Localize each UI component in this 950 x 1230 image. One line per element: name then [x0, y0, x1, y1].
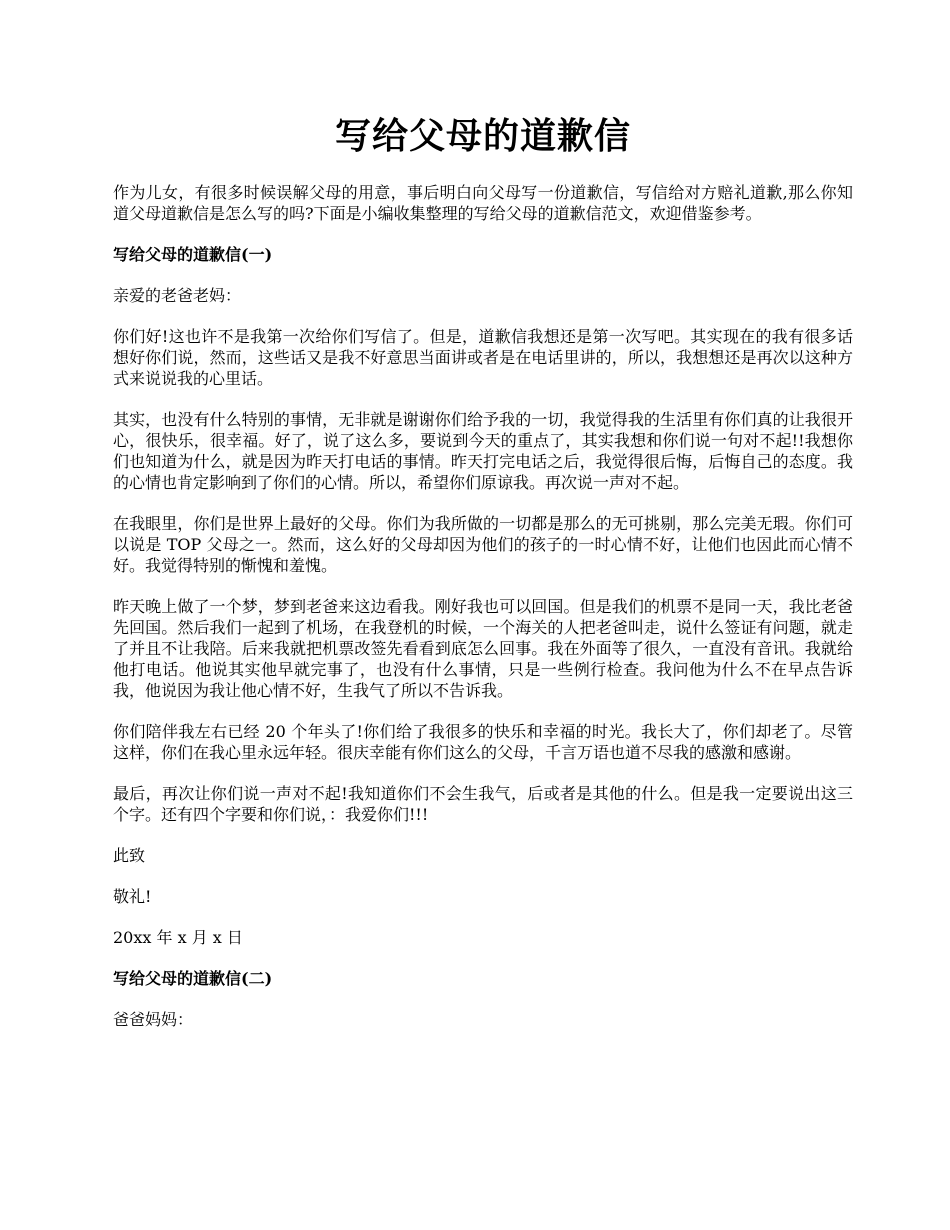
closing-line-2: 敬礼! — [113, 887, 152, 906]
section-2-salutation: 爸爸妈妈： — [113, 1010, 194, 1029]
document-title: 写给父母的道歉信 — [334, 115, 631, 157]
section-1-paragraph-4: 昨天晚上做了一个梦，梦到老爸来这边看我。刚好我也可以回国。但是我们的机票不是同一天，我比老爸先回国。然后我们一起到了机场，在我登机的时候，一个海关的人把老爸叫走，说什么签证有问题，就走了并且不让我陪。后来我就把机票改签先看看到底怎么回事。我在外面等了很久，一直没有音讯。我就给他打电话。他说其实他早就完事了，也没有什么事情，只是一些例行检查。我问他为什么不在早点告诉我，他说因为我让他心情不好，生我气了所以不告诉我。 — [113, 597, 853, 700]
section-2-heading: 写给父母的道歉信(二) — [113, 969, 273, 988]
intro-paragraph: 作为儿女，有很多时候误解父母的用意，事后明白向父母写一份道歉信，写信给对方赔礼道歉,那么你知道父母道歉信是怎么写的吗?下面是小编收集整理的写给父母的道歉信范文，欢迎借鉴参考。 — [113, 183, 853, 223]
closing-line-1: 此致 — [113, 846, 146, 865]
section-1-paragraph-6: 最后，再次让你们说一声对不起!我知道你们不会生我气，后或者是其他的什么。但是我一定要说出这三个字。还有四个字要和你们说，：我爱你们!!! — [113, 784, 853, 824]
section-1-salutation: 亲爱的老爸老妈： — [113, 286, 242, 305]
section-1-paragraph-5: 你们陪伴我左右已经 20 个年头了!你们给了我很多的快乐和幸福的时光。我长大了，你们却老了。尽管这样，你们在我心里永远年轻。很庆幸能有你们这么的父母，千言万语也道不尽我的感激和感谢。 — [113, 722, 853, 762]
section-1-paragraph-2: 其实，也没有什么特别的事情，无非就是谢谢你们给予我的一切，我觉得我的生活里有你们真的让我很开心，很快乐，很幸福。好了，说了这么多，要说到今天的重点了，其实我想和你们说一句对不起!!我想你们也知道为什么，就是因为昨天打电话的事情。昨天打完电话之后，我觉得很后悔，后悔自己的态度。我的心情也肯定影响到了你们的心情。所以，希望你们原谅我。再次说一声对不起。 — [113, 410, 853, 492]
section-1-paragraph-1: 你们好!这也许不是我第一次给你们写信了。但是，道歉信我想还是第一次写吧。其实现在的我有很多话想好你们说，然而，这些话又是我不好意思当面讲或者是在电话里讲的，所以，我想想还是再次以这种方式来说说我的心里话。 — [113, 327, 853, 388]
section-1-heading: 写给父母的道歉信(一) — [113, 245, 273, 264]
document-page — [113, 112, 853, 1050]
letter-date: 20xx 年 x 月 x 日 — [113, 928, 243, 947]
section-1-paragraph-3: 在我眼里，你们是世界上最好的父母。你们为我所做的一切都是那么的无可挑剔，那么完美无瑕。你们可以说是 TOP 父母之一。然而，这么好的父母却因为他们的孩子的一时心情不好，让他们也因此而心情不好。我觉得特别的惭愧和羞愧。 — [113, 514, 853, 575]
